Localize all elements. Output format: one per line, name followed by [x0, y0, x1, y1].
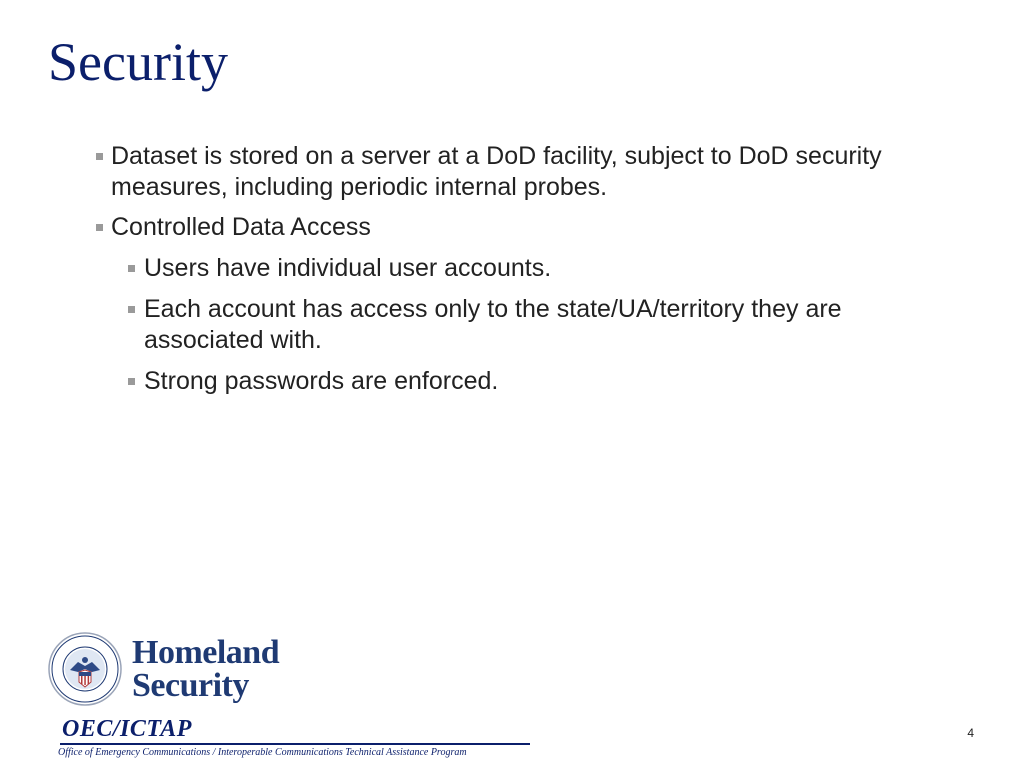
brand-wordmark [132, 636, 279, 702]
page-number: 4 [967, 726, 974, 740]
dhs-seal-icon [48, 632, 122, 706]
bullet-text: Dataset is stored on a server at a DoD facility, subject to DoD security measures, including periodic internal probes. [111, 142, 882, 201]
sub-bullet-item [144, 294, 924, 356]
sub-bullet-item [144, 253, 924, 284]
homeland-security-logo [48, 632, 308, 712]
square-bullet-icon [96, 153, 103, 160]
square-bullet-icon [128, 306, 135, 313]
bullet-text: Controlled Data Access [111, 213, 371, 241]
program-full-name: Office of Emergency Communications / Interoperable Communications Technical Assistance Program [58, 747, 467, 758]
sub-bullet-item [144, 366, 924, 397]
square-bullet-icon [96, 224, 103, 231]
program-acronym: OEC/ICTAP [62, 716, 192, 742]
brand-line-homeland: Homeland [132, 634, 280, 671]
bullet-text: Users have individual user accounts. [144, 254, 552, 282]
bullet-text: Each account has access only to the state/UA/territory they are associated with. [144, 295, 842, 354]
slide-title: Security [48, 32, 228, 92]
brand-line-security: Security [132, 667, 249, 704]
bullet-text: Strong passwords are enforced. [144, 367, 499, 395]
square-bullet-icon [128, 265, 135, 272]
bullet-item [111, 141, 911, 203]
footer-divider [60, 743, 530, 745]
square-bullet-icon [128, 378, 135, 385]
bullet-item [111, 212, 911, 243]
